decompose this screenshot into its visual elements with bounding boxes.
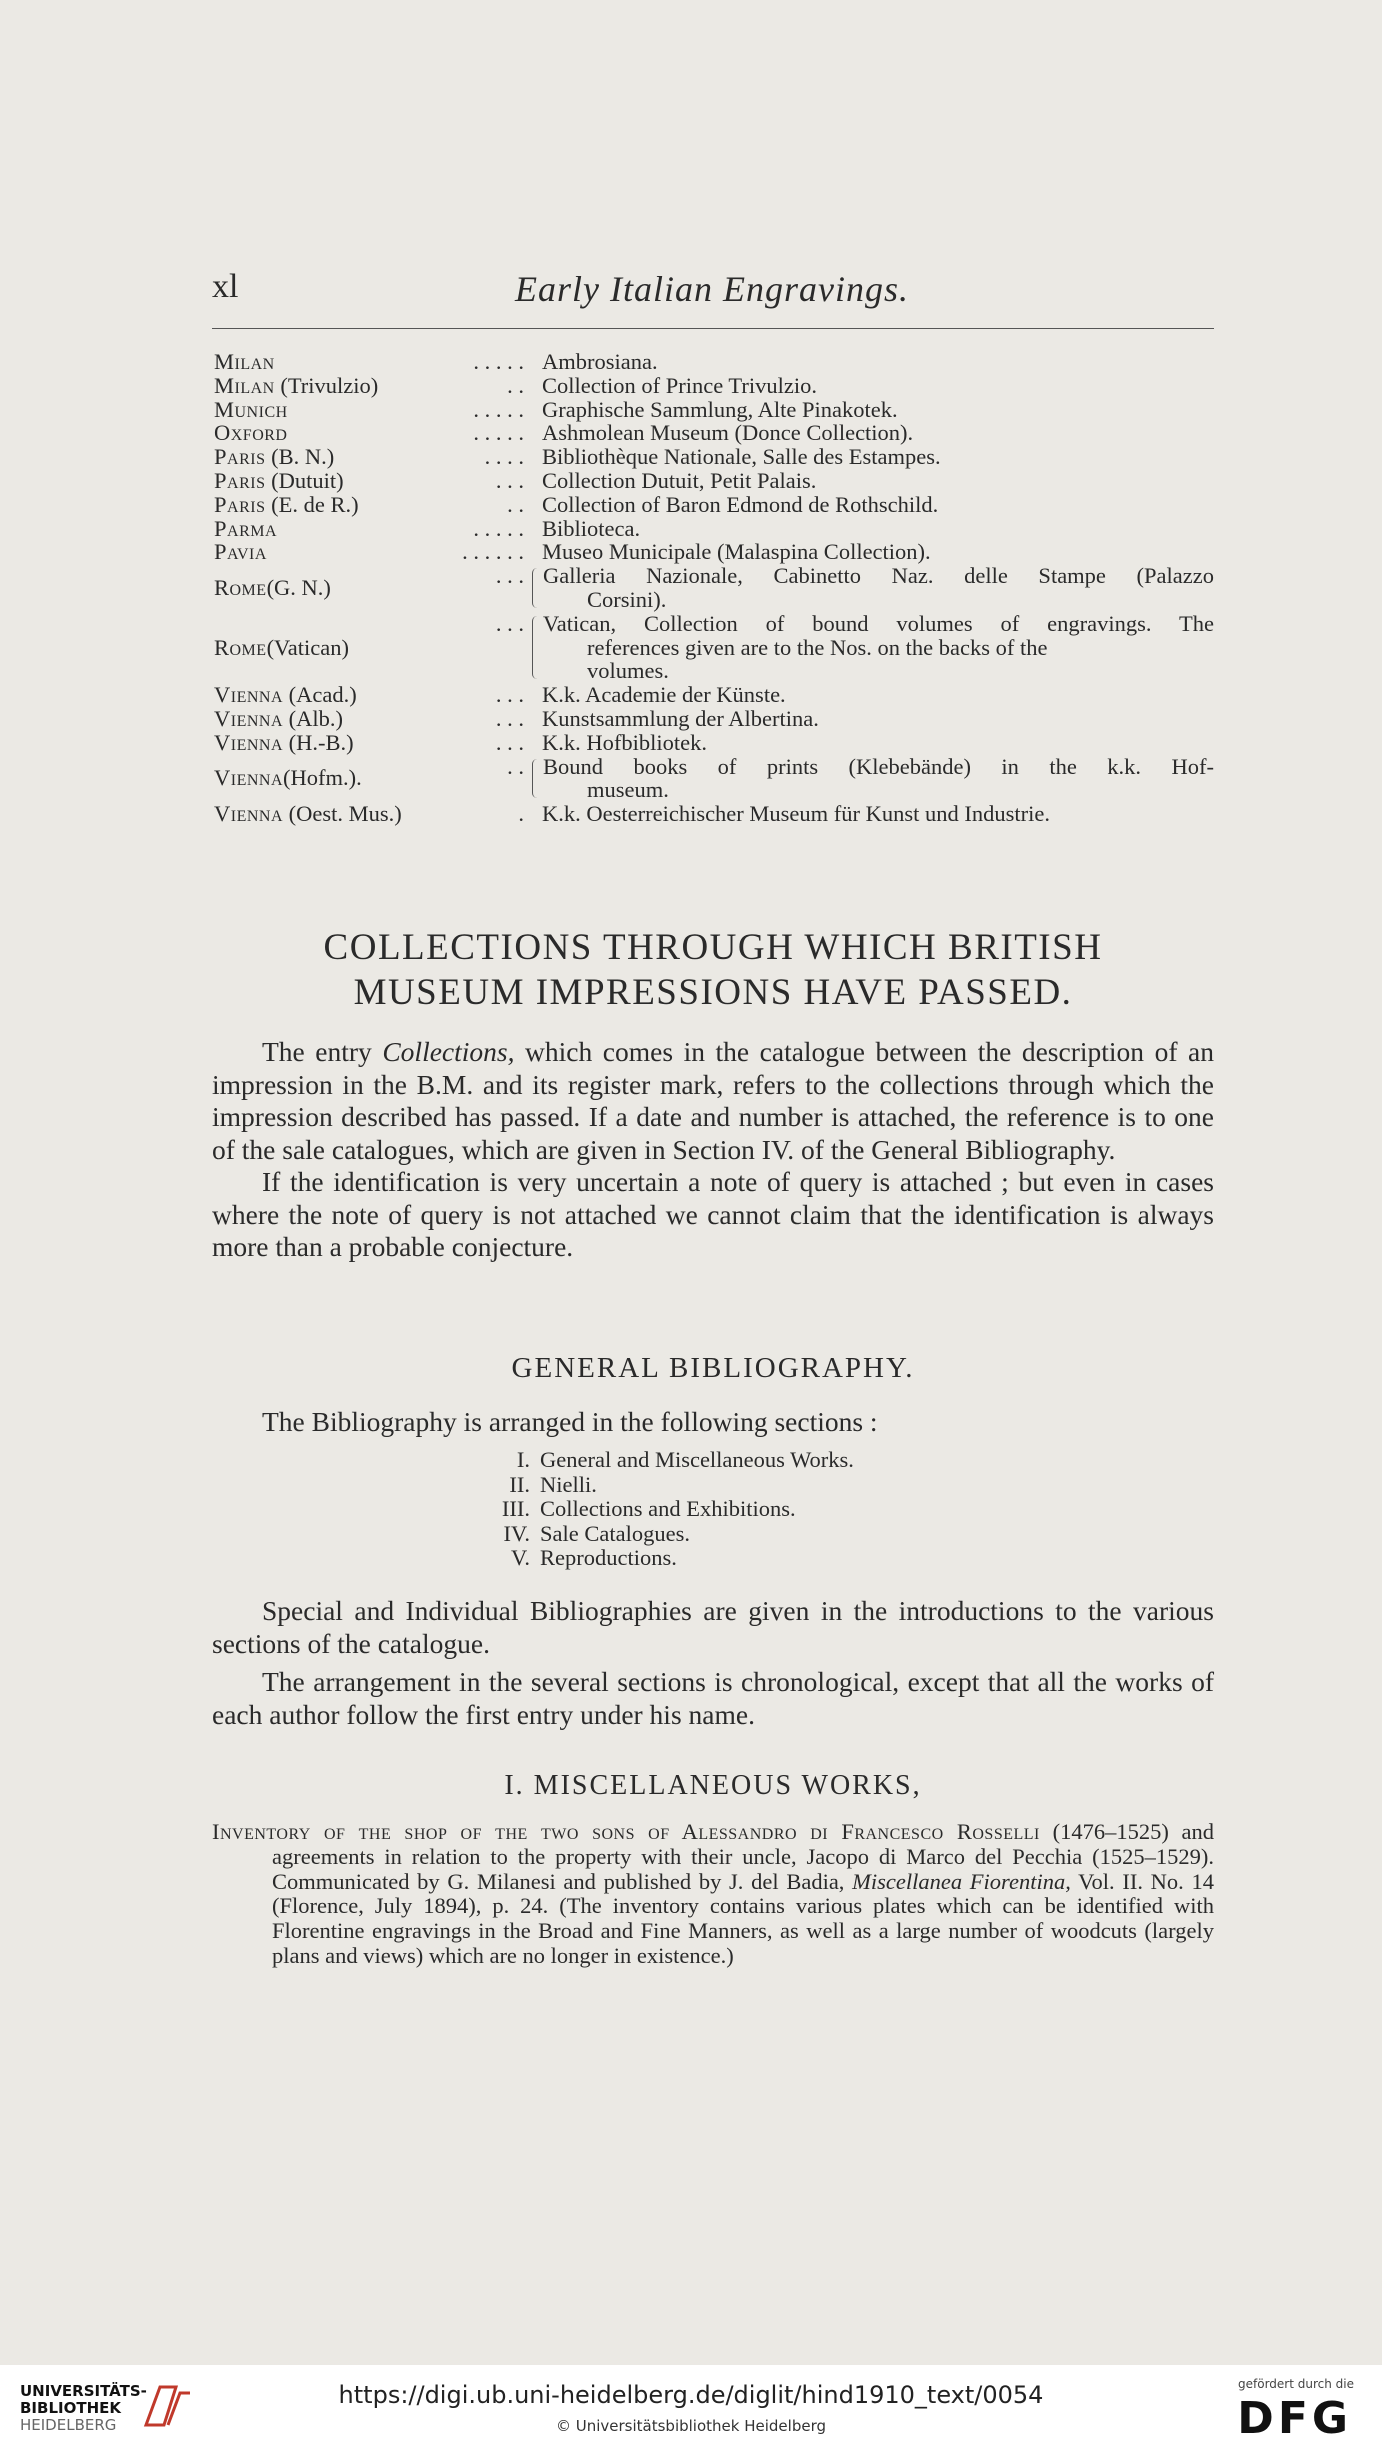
sections-list	[420, 1448, 854, 1571]
location-city: Vienna	[214, 705, 284, 731]
brace-mark	[524, 374, 536, 398]
brace-mark	[524, 540, 536, 564]
location-qualifier: (Oest. Mus.)	[283, 801, 402, 827]
collection-line: Collection of Prince Trivulzio.	[542, 372, 817, 398]
leader-dots: . . . . .	[473, 515, 524, 541]
location-city: Vienna	[214, 801, 284, 827]
location-qualifier: (Vatican)	[266, 634, 350, 660]
leader-dots: . . . . .	[473, 420, 524, 446]
location-place	[214, 445, 524, 469]
location-place	[214, 612, 524, 683]
location-row	[214, 350, 1214, 374]
library-line3: HEIDELBERG	[20, 2416, 117, 2434]
section-title: Nielli.	[540, 1471, 597, 1497]
collection-line: Graphische Sammlung, Alte Pinakotek.	[542, 396, 898, 422]
location-city: Rome	[214, 634, 267, 660]
location-row	[214, 707, 1214, 731]
location-place	[214, 421, 524, 445]
collection-line: Bound books of prints (Klebebände) in the k.k. Hof-	[543, 753, 1214, 779]
location-place	[214, 374, 524, 398]
location-qualifier: (H.-B.)	[283, 729, 354, 755]
leader-dots: . .	[507, 491, 524, 517]
location-collection	[537, 755, 1214, 803]
location-collection	[536, 445, 1214, 469]
location-qualifier: (Acad.)	[283, 682, 357, 708]
location-qualifier: (E. de R.)	[265, 491, 359, 517]
location-qualifier: (Trivulzio)	[274, 372, 379, 398]
section-item	[420, 1473, 854, 1498]
leader-dots: . . .	[495, 563, 524, 589]
leader-dots: . . . .	[484, 444, 524, 470]
location-row	[214, 398, 1214, 422]
section-number: III.	[501, 1496, 530, 1521]
location-city: Vienna	[214, 765, 284, 791]
collection-line: Vatican, Collection of bound volumes of engravings. The	[543, 610, 1214, 636]
bibliography-entry	[212, 1820, 1214, 1969]
collections-heading-line2: MUSEUM IMPRESSIONS HAVE PASSED.	[353, 972, 1073, 1013]
bibliography-intro	[212, 1406, 1214, 1439]
leader-dots: . . .	[495, 705, 524, 731]
location-row	[214, 683, 1214, 707]
leader-dots: . .	[507, 372, 524, 398]
brace-mark	[524, 493, 536, 517]
section-number: I.	[516, 1447, 530, 1472]
section-number: IV.	[503, 1520, 530, 1546]
location-row	[214, 517, 1214, 541]
location-collection	[537, 564, 1214, 612]
location-collection	[537, 612, 1214, 683]
bibliography-paragraph-2: The arrangement in the several sections is chronological, except that all the works of each author follow the first entry under his name.	[212, 1666, 1214, 1730]
location-city: Milan	[214, 372, 275, 398]
location-row	[214, 469, 1214, 493]
location-city: Rome	[214, 575, 267, 601]
location-place	[214, 564, 524, 612]
brace-mark	[524, 707, 536, 731]
section-item	[420, 1522, 854, 1547]
location-row	[214, 564, 1214, 612]
location-city: Pavia	[214, 539, 267, 565]
locations-table	[214, 350, 1214, 826]
location-place	[214, 398, 524, 422]
collection-line: Collection Dutuit, Petit Palais.	[542, 467, 817, 493]
section-title: Sale Catalogues.	[540, 1520, 690, 1546]
brace-mark	[524, 683, 536, 707]
collections-heading	[212, 925, 1214, 1015]
brace-mark	[524, 469, 536, 493]
leader-dots: . . . . . .	[462, 539, 524, 565]
collections-text	[212, 1036, 1214, 1264]
collections-heading-line1: COLLECTIONS THROUGH WHICH BRITISH	[323, 927, 1103, 968]
location-place	[214, 540, 524, 564]
collection-line: K.k. Hofbibliotek.	[542, 729, 707, 755]
location-place	[214, 350, 524, 374]
location-city: Paris	[214, 491, 266, 517]
leader-dots: . . .	[495, 610, 524, 636]
leader-dots: . . .	[495, 682, 524, 708]
bibliography-paragraph-1: Special and Individual Bibliographies are given in the introductions to the various sections of the catalogue.	[212, 1595, 1214, 1659]
collection-line: references given are to the Nos. on the backs of the	[587, 634, 1048, 660]
entry-text-continued: Vol. II. No. 14 (Florence, July 1894), p. 24. (The inventory contains various plates which can be identified with Florentine engravings in the Broad and Fine Manners, as well as a large number of woodcuts (largely plans and views) which are no longer in existence.)	[272, 1868, 1214, 1968]
page-number: xl	[212, 268, 239, 305]
entry-title: Inventory of the shop of the two sons of Alessandro di Francesco Rosselli	[212, 1819, 1040, 1844]
brace-mark	[524, 445, 536, 469]
location-collection	[536, 707, 1214, 731]
collection-line: Biblioteca.	[542, 515, 641, 541]
entry-text: (1476–1525) and agreements in relation to the property with their uncle, Jacopo di Marco del Pecchia (1525–1529). Communicated by G. Milanesi and published by J. del Badia,	[272, 1819, 1214, 1894]
location-row	[214, 374, 1214, 398]
section-number: V.	[511, 1545, 530, 1570]
footer-bar	[0, 2365, 1382, 2449]
section-item	[420, 1448, 854, 1473]
location-place	[214, 731, 524, 755]
location-row	[214, 755, 1214, 803]
funding-note: gefördert durch die	[1238, 2377, 1354, 2391]
location-collection	[536, 350, 1214, 374]
collection-line: volumes.	[587, 658, 669, 684]
collection-line: Kunstsammlung der Albertina.	[542, 705, 819, 731]
location-city: Oxford	[214, 420, 288, 446]
section-title: General and Miscellaneous Works.	[540, 1447, 854, 1472]
location-place	[214, 707, 524, 731]
brace-mark	[524, 350, 536, 374]
location-collection	[536, 683, 1214, 707]
location-collection	[536, 802, 1214, 826]
copyright-notice: © Universitätsbibliothek Heidelberg	[555, 2417, 826, 2435]
collections-paragraph-2: If the identification is very uncertain a note of query is attached ; but even in cases where the note of query is not attached we cannot claim that the identification is always more than a probable conjecture.	[212, 1166, 1214, 1262]
section-title: Collections and Exhibitions.	[540, 1496, 796, 1521]
location-city: Milan	[214, 349, 275, 374]
collection-line: Bibliothèque Nationale, Salle des Estampes.	[542, 444, 941, 470]
misc-heading: I. MISCELLANEOUS WORKS,	[504, 1770, 922, 1801]
brace-mark	[524, 802, 536, 826]
location-collection	[536, 421, 1214, 445]
collection-line: Corsini).	[587, 586, 667, 612]
location-city: Paris	[214, 467, 266, 493]
location-city: Vienna	[214, 682, 284, 708]
brace-mark	[524, 398, 536, 422]
location-qualifier: (Hofm.).	[283, 765, 362, 791]
location-row	[214, 612, 1214, 683]
collection-line: K.k. Oesterreichischer Museum für Kunst und Industrie.	[542, 801, 1051, 827]
section-item	[420, 1497, 854, 1522]
bibliography-intro-text: The Bibliography is arranged in the following sections :	[262, 1406, 878, 1437]
collection-line: Galleria Nazionale, Cabinetto Naz. delle Stampe (Palazzo	[543, 563, 1214, 589]
collection-line: K.k. Academie der Künste.	[542, 682, 786, 708]
location-qualifier: (Alb.)	[283, 705, 344, 731]
location-place	[214, 469, 524, 493]
location-row	[214, 493, 1214, 517]
library-line1: UNIVERSITÄTS-	[20, 2382, 147, 2400]
location-city: Parma	[214, 515, 278, 541]
location-city: Paris	[214, 444, 266, 470]
location-collection	[536, 731, 1214, 755]
bibliography-heading: GENERAL BIBLIOGRAPHY.	[511, 1352, 915, 1384]
location-qualifier: (B. N.)	[265, 444, 335, 470]
brace-mark	[524, 421, 536, 445]
collection-line: Ashmolean Museum (Donce Collection).	[542, 420, 914, 446]
running-head	[212, 268, 1212, 314]
leader-dots: .	[518, 801, 524, 827]
location-place	[214, 683, 524, 707]
location-city: Vienna	[214, 729, 284, 755]
library-line2: BIBLIOTHEK	[20, 2399, 121, 2417]
bibliography-text	[212, 1595, 1214, 1731]
location-place	[214, 802, 524, 826]
location-row	[214, 802, 1214, 826]
section-number: II.	[509, 1471, 530, 1497]
location-collection	[536, 398, 1214, 422]
brace-mark	[524, 517, 536, 541]
page-url-link[interactable]: https://digi.ub.uni-heidelberg.de/diglit/hind1910_text/0054	[338, 2381, 1044, 2409]
leader-dots: . . . . .	[473, 396, 524, 422]
dfg-logo: DFG	[1237, 2393, 1352, 2444]
collection-line: Museo Municipale (Malaspina Collection).	[542, 539, 931, 565]
collection-line: Collection of Baron Edmond de Rothschild.	[542, 491, 939, 517]
header-rule	[212, 328, 1214, 329]
location-place	[214, 493, 524, 517]
location-place	[214, 517, 524, 541]
location-collection	[536, 517, 1214, 541]
location-row	[214, 731, 1214, 755]
running-title: Early Italian Engravings.	[515, 269, 909, 309]
location-collection	[536, 374, 1214, 398]
leader-dots: . . . . .	[473, 349, 524, 374]
collections-paragraph-1: The entry Collections, which comes in the catalogue between the description of an impression in the B.M. and its register mark, refers to the collections through which the impression described has passed. If a date and number is attached, the reference is to one of the sale catalogues, which are given in Section IV. of the General Bibliography.	[212, 1036, 1214, 1165]
entry-journal: Miscellanea Fiorentina,	[852, 1868, 1071, 1894]
leader-dots: . .	[507, 753, 524, 779]
location-qualifier: (G. N.)	[266, 575, 331, 601]
section-item	[420, 1546, 854, 1571]
leader-dots: . . .	[495, 729, 524, 755]
location-collection	[536, 540, 1214, 564]
brace-mark	[524, 731, 536, 755]
section-title: Reproductions.	[540, 1545, 677, 1570]
location-place	[214, 755, 524, 803]
collection-line: museum.	[587, 777, 669, 803]
location-qualifier: (Dutuit)	[265, 467, 344, 493]
collection-line: Ambrosiana.	[542, 349, 658, 374]
location-row	[214, 540, 1214, 564]
location-row	[214, 445, 1214, 469]
leader-dots: . . .	[495, 467, 524, 493]
location-collection	[536, 493, 1214, 517]
location-collection	[536, 469, 1214, 493]
location-row	[214, 421, 1214, 445]
location-city: Munich	[214, 396, 288, 422]
